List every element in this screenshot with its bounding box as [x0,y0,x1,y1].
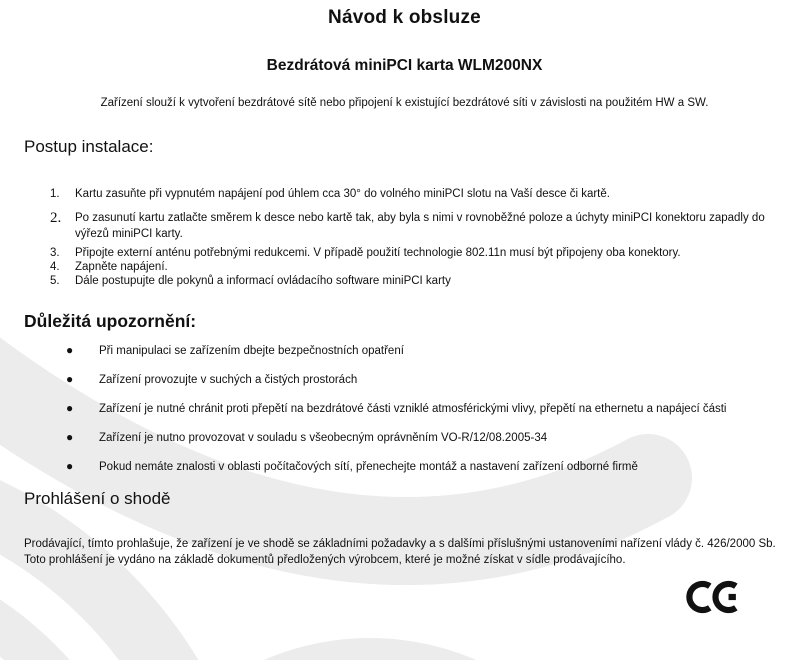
list-item [66,373,786,387]
warnings-heading: Důležitá upozornění: [24,311,197,331]
step-number: 4. [50,261,60,273]
step-number: 5. [50,275,60,287]
list-item [50,274,795,288]
installation-heading: Postup instalace: [24,137,154,156]
list-item [66,460,786,474]
step-text: Kartu zasuňte při vypnutém napájení pod úhlem cca 30° do volného miniPCI slotu na Vaší desce či kartě. [75,188,610,200]
warning-text: Při manipulaci se zařízením dbejte bezpečnostních opatření [99,345,404,357]
intro-paragraph: Zařízení slouží k vytvoření bezdrátové sítě nebo připojení k existující bezdrátové síti v závislosti na použitém HW a SW. [100,97,709,109]
list-item [50,260,795,274]
warning-text: Zařízení je nutné chránit proti přepětí na bezdrátové části vzniklé atmosférickými vlivy, přepětí na ethernetu a napájecí části [99,403,727,415]
list-item [66,402,786,416]
warnings-list [66,344,786,489]
product-subtitle: Bezdrátová miniPCI karta WLM200NX [266,57,543,74]
step-text: Po zasunutí kartu zatlačte směrem k desce nebo kartě tak, aby byla s nimi v rovnoběžné poloze a úchyty miniPCI konektoru zapadly do výřezů miniPCI karty. [75,212,765,240]
bullet-icon: ● [66,430,74,444]
step-text: Zapněte napájení. [75,261,168,273]
list-item [66,431,786,445]
bullet-icon: ● [66,372,74,386]
bullet-icon: ● [66,401,74,415]
warning-text: Pokud nemáte znalosti v oblasti počítačových sítí, přenechejte montáž a nastavení zařízení odborné firmě [99,461,638,473]
warning-text: Zařízení je nutno provozovat v souladu s všeobecným oprávněním VO-R/12/08.2005-34 [99,432,548,444]
declaration-heading: Prohlášení o shodě [24,489,171,508]
installation-steps-list [50,187,795,288]
bullet-icon: ● [66,343,74,357]
declaration-paragraph: Prodávající, tímto prohlašuje, že zařízení je ve shodě se základními požadavky a s dalšími příslušnými ustanoveními nařízení vlády č. 426/2000 Sb. Toto prohlášení je vydáno na základě dokumentů předložených výrobcem, které je možné získat v sídle prodávajícího. [24,538,776,566]
page-title: Návod k obsluze [328,7,481,28]
ce-mark-icon [686,576,744,618]
step-number: 3. [50,247,60,259]
step-text: Dále postupujte dle pokynů a informací ovládacího software miniPCI karty [75,275,451,287]
bullet-icon: ● [66,459,74,473]
list-item [66,344,786,358]
list-item [50,246,795,260]
step-text: Připojte externí anténu potřebnými redukcemi. V případě použití technologie 802.11n musí být připojeny oba konektory. [75,247,681,259]
list-item [50,210,795,242]
list-item [50,187,795,201]
step-number: 1. [50,188,60,200]
warning-text: Zařízení provozujte v suchých a čistých prostorách [99,374,358,386]
step-number: 2. [50,210,62,226]
